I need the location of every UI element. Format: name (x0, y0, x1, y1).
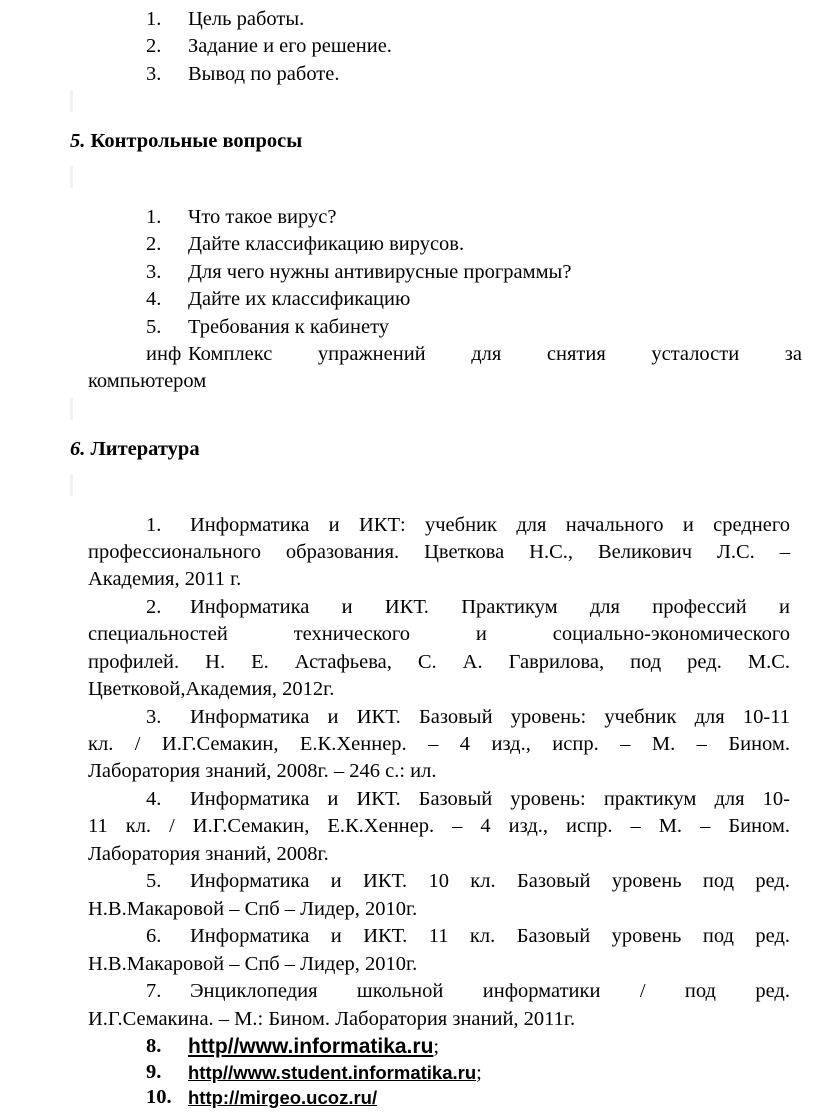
reference-link[interactable]: http://mirgeo.ucoz.ru/ (188, 1087, 378, 1108)
empty-paragraph-mark (70, 474, 73, 496)
list-text: Для чего нужны антивирусные программы? (188, 261, 572, 283)
paragraph-line: Лаборатория знаний, 2008г. (88, 843, 329, 865)
empty-paragraph-mark (70, 90, 73, 112)
section-heading (70, 128, 302, 155)
paragraph-line: Информатика и ИКТ. Базовый уровень: практикум для 10- (190, 788, 790, 810)
list-text: Что такое вирус? (188, 206, 337, 228)
reference-number: 1. (146, 514, 162, 536)
paragraph-line: И.Г.Семакина. – М.: Бином. Лаборатория знаний, 2011г. (88, 1008, 576, 1030)
list-number: 1. (146, 8, 162, 30)
paragraph-line: профилей. Н. Е. Астафьева, С. А. Гаврилова, под ред. М.С. (88, 651, 790, 673)
list-text: Требования к кабинету (188, 316, 390, 338)
reference-number: 6. (146, 925, 162, 947)
paragraph-line: Н.В.Макаровой – Спб – Лидер, 2010г. (88, 898, 418, 920)
list-number: 1. (146, 206, 162, 228)
list-text: Дайте классификацию вирусов. (188, 233, 465, 255)
section-title: Контрольные вопросы (90, 130, 303, 152)
list-text: Вывод по работе. (188, 63, 340, 85)
reference-number: 5. (146, 870, 162, 892)
paragraph-line: Информатика и ИКТ: учебник для начального и среднего (190, 514, 790, 536)
empty-paragraph-mark (70, 166, 73, 188)
list-number: 5. (146, 316, 162, 338)
paragraph-line: профессионального образования. Цветкова Н.С., Великович Л.С. – (88, 541, 790, 563)
list-number: 10. (146, 1086, 172, 1108)
list-number: 9. (146, 1061, 162, 1083)
reference-number: 2. (146, 596, 162, 618)
paragraph-line: Н.В.Макаровой – Спб – Лидер, 2010г. (88, 953, 418, 975)
paragraph-line: 11 кл. / И.Г.Семакин, Е.К.Хеннер. – 4 изд., испр. – М. – Бином. (88, 815, 790, 837)
list-text: Цель работы. (188, 8, 305, 30)
paragraph-line: Академия, 2011 г. (88, 568, 242, 590)
paragraph-line: Информатика и ИКТ. Практикум для профессий и (190, 596, 790, 618)
reference-number: 4. (146, 788, 162, 810)
paragraph-line: Энциклопедия школьной информатики / под ред. (190, 980, 790, 1002)
list-text: Дайте их классификацию (188, 288, 411, 310)
paragraph-line: Информатика и ИКТ. 10 кл. Базовый уровень под ред. (190, 870, 790, 892)
paragraph-line: Информатика и ИКТ. Базовый уровень: учебник для 10-11 (190, 706, 790, 728)
section-number: 5. (70, 130, 86, 152)
reference-link[interactable]: http//www.student.informatika.ru (188, 1062, 477, 1083)
empty-paragraph-mark (70, 398, 73, 420)
section-heading (70, 436, 200, 463)
paragraph-line: компьютером (88, 370, 207, 392)
paragraph-line: специальностей технического и социально-экономического (88, 623, 790, 645)
paragraph-line: Комплекс упражнений для снятия усталости за (188, 343, 802, 365)
list-number: 3. (146, 63, 162, 85)
section-number: 6. (70, 438, 86, 460)
reference-link[interactable]: http//www.informatika.ru (188, 1035, 434, 1058)
list-number: 4. (146, 288, 162, 310)
paragraph-line: Лаборатория знаний, 2008г. – 246 с.: ил. (88, 760, 437, 782)
list-number: 8. (146, 1035, 162, 1057)
reference-number: 3. (146, 706, 162, 728)
paragraph-line: Информатика и ИКТ. 11 кл. Базовый уровень под ред. (190, 925, 790, 947)
section-title: Литература (90, 438, 200, 460)
list-number: 2. (146, 35, 162, 57)
paragraph-line: кл. / И.Г.Семакин, Е.К.Хеннер. – 4 изд., испр. – М. – Бином. (88, 733, 790, 755)
list-number: 2. (146, 233, 162, 255)
link-suffix: ; (476, 1062, 482, 1084)
link-suffix: ; (433, 1036, 440, 1058)
paragraph-line: Цветковой,Академия, 2012г. (88, 678, 335, 700)
list-number: 3. (146, 261, 162, 283)
list-text: Задание и его решение. (188, 35, 392, 57)
reference-number: 7. (146, 980, 162, 1002)
overlapping-text-fragment: инф (146, 343, 182, 365)
